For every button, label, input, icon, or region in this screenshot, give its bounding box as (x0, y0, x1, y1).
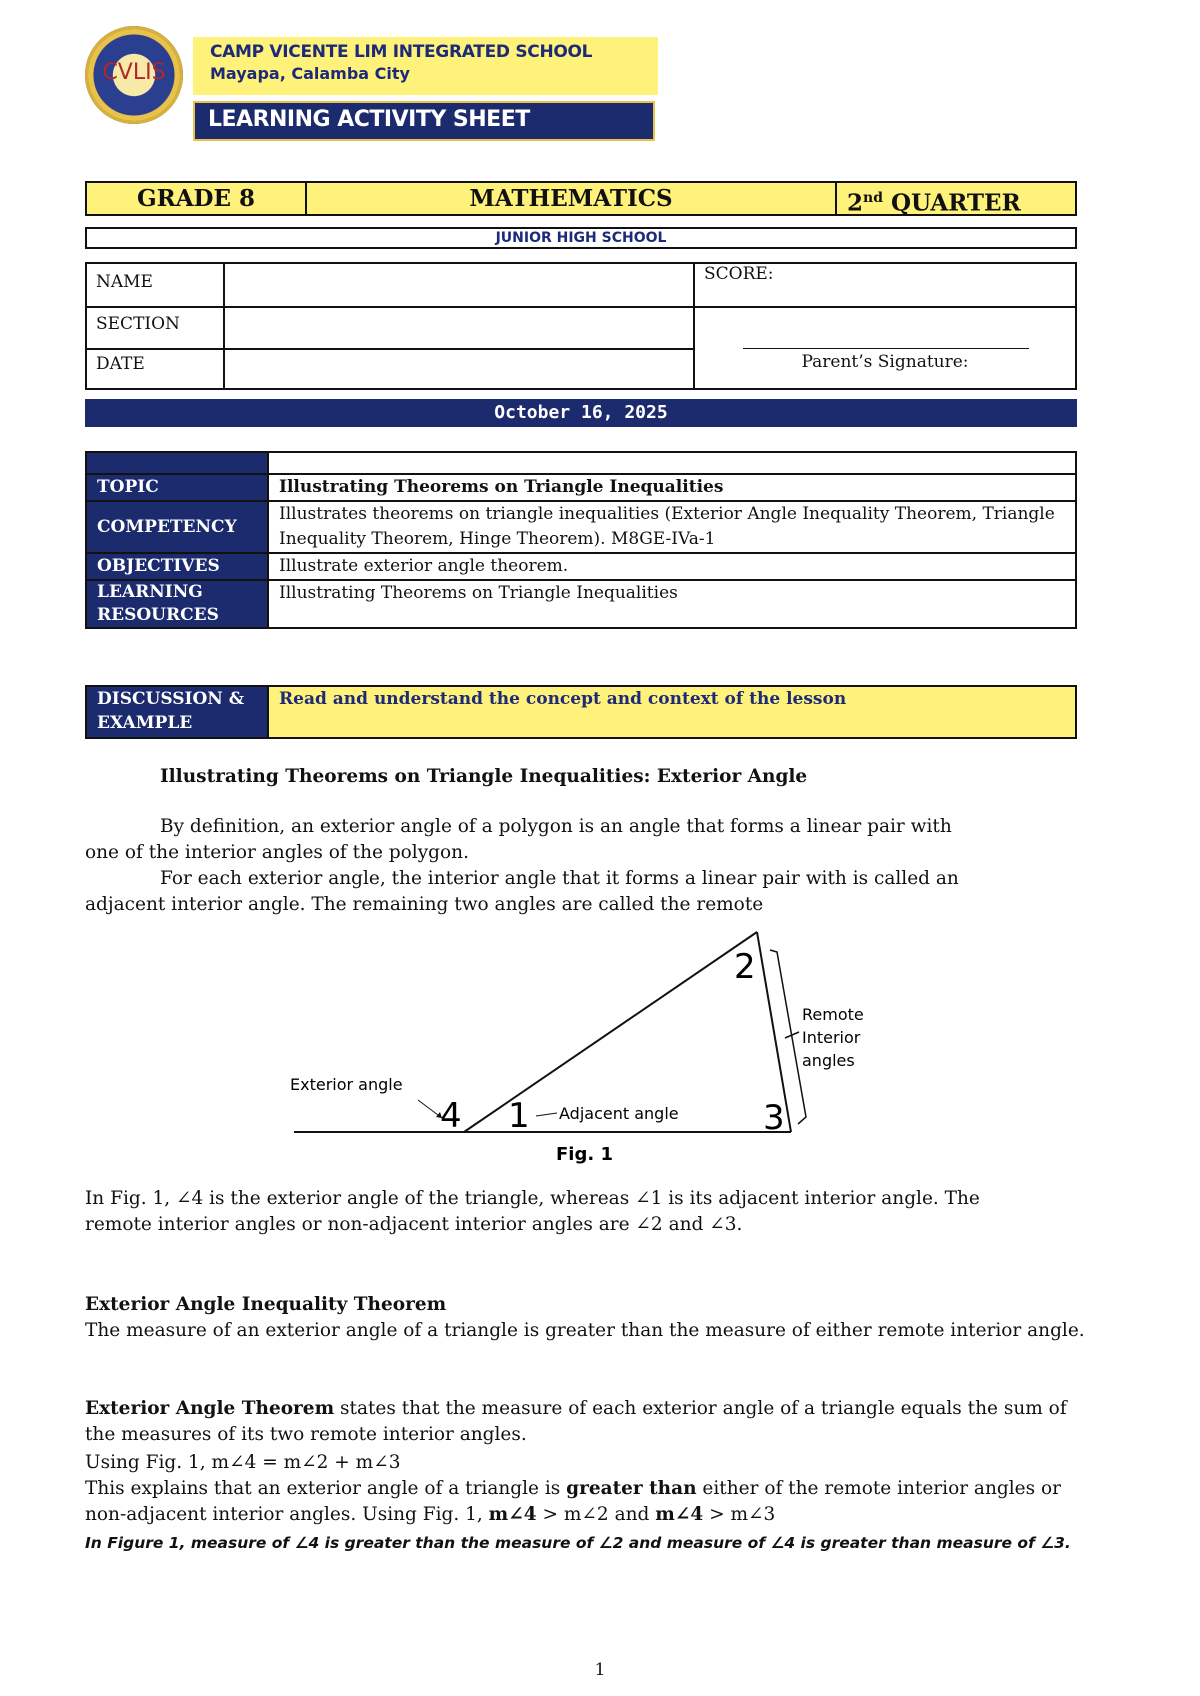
theorem2-text: states that the measure of each exterior angle of a triangle equals the sum of the measures of its two remote interior angles. (85, 1398, 1067, 1445)
activity-date: October 16, 2025 (85, 399, 1077, 427)
sheet-title: LEARNING ACTIVITY SHEET (208, 107, 530, 132)
paragraph-adjacent: For each exterior angle, the interior angle that it forms a linear pair with is called an adjacent interior angle. The remaining two angles are called the remote (85, 868, 959, 915)
inequality-1-rest: > m∠2 and (536, 1504, 656, 1525)
resources-value: Illustrating Theorems on Triangle Inequalities (268, 580, 1076, 628)
objectives-value: Illustrate exterior angle theorem. (268, 553, 1076, 580)
paragraph-definition: By definition, an exterior angle of a polygon is an angle that forms a linear pair with one of the interior angles of the polygon. (85, 816, 952, 863)
seal-text: CVLIS (102, 60, 166, 85)
angle-2-number: 2 (734, 947, 756, 987)
date-field[interactable] (224, 349, 694, 389)
explain-text-a: This explains that an exterior angle of a triangle is (85, 1478, 567, 1499)
italic-note: In Figure 1, measure of ∠4 is greater than the measure of ∠2 and measure of ∠4 is greater than measure of ∠3. (85, 1534, 1071, 1552)
label-adjacent-angle: Adjacent angle (559, 1104, 679, 1123)
school-level: JUNIOR HIGH SCHOOL (85, 227, 1077, 249)
inequality-1-lhs: m∠4 (488, 1504, 537, 1525)
using-fig-formula: Using Fig. 1, m∠4 = m∠2 + m∠3 (85, 1452, 401, 1473)
theorem2-title: Exterior Angle Theorem (85, 1398, 335, 1419)
competency-value: Illustrates theorems on triangle inequalities (Exterior Angle Inequality Theorem, Triangle Inequality Theorem, Hinge Theorem). M8GE-IVa-1 (268, 501, 1076, 553)
discussion-value: Read and understand the concept and context of the lesson (268, 686, 1076, 738)
name-label: NAME (86, 263, 224, 307)
lesson-heading: Illustrating Theorems on Triangle Inequalities: Exterior Angle (160, 766, 808, 787)
signature-line[interactable] (743, 348, 1029, 349)
topic-table (85, 451, 1077, 629)
theorem2-paragraph (85, 1396, 1095, 1448)
adjacent-pointer (536, 1113, 557, 1116)
name-field[interactable] (224, 263, 694, 307)
objectives-label: OBJECTIVES (86, 553, 268, 580)
inequality-2-lhs: m∠4 (655, 1504, 704, 1525)
student-info-table (85, 262, 1077, 390)
topic-label: TOPIC (86, 474, 268, 501)
date-label: DATE (86, 349, 224, 389)
page-number: 1 (594, 1660, 606, 1680)
explain-text-b: either of the remote interior angles or non-adjacent interior angles. Using Fig. 1, (85, 1478, 1061, 1525)
discussion-label: DISCUSSION & EXAMPLE (86, 686, 268, 738)
paragraph-fig1-explanation: In Fig. 1, ∠4 is the exterior angle of the triangle, whereas ∠1 is its adjacent interior angle. The remote interior angles or non-adjacent interior angles are ∠2 and ∠3. (85, 1188, 980, 1235)
inequality-2-rest: > m∠3 (703, 1504, 776, 1525)
section-field[interactable] (224, 307, 694, 349)
score-label: SCORE: (694, 263, 1076, 307)
angle-4-number: 4 (440, 1096, 462, 1136)
quarter-word: QUARTER (882, 189, 1021, 217)
label-exterior-angle: Exterior angle (290, 1075, 403, 1094)
quarter-cell (837, 183, 1075, 217)
section-label: SECTION (86, 307, 224, 349)
school-seal-logo (85, 26, 183, 124)
topic-value: Illustrating Theorems on Triangle Inequalities (268, 474, 1076, 501)
explain-bold: greater than (566, 1478, 697, 1499)
label-remote-3: angles (802, 1051, 855, 1070)
competency-label: COMPETENCY (86, 501, 268, 553)
theorem1-title: Exterior Angle Inequality Theorem (85, 1294, 447, 1315)
school-name: CAMP VICENTE LIM INTEGRATED SCHOOL (210, 42, 593, 62)
quarter-number: 2 (847, 189, 864, 217)
figure-caption: Fig. 1 (556, 1144, 613, 1165)
angle-1-number: 1 (508, 1096, 530, 1136)
discussion-table (85, 685, 1077, 739)
grade-subject-quarter-row (85, 181, 1077, 216)
figure-1-triangle (280, 920, 864, 1165)
school-location: Mayapa, Calamba City (210, 64, 410, 83)
resources-label: LEARNING RESOURCES (86, 580, 268, 628)
topic-top-spacer-label (86, 452, 268, 474)
quarter-suffix: nd (863, 190, 883, 206)
theorem1-text: The measure of an exterior angle of a triangle is greater than the measure of either remote interior angle. (85, 1320, 1085, 1341)
angle-3-number: 3 (763, 1098, 785, 1138)
grade-cell: GRADE 8 (87, 183, 307, 214)
label-remote-1: Remote (802, 1005, 864, 1024)
topic-top-spacer (268, 452, 1076, 474)
explanation-paragraph (85, 1476, 1095, 1528)
signature-cell (694, 307, 1076, 389)
label-remote-2: Interior (802, 1028, 861, 1047)
subject-cell: MATHEMATICS (307, 183, 837, 214)
signature-label: Parent’s Signature: (801, 352, 969, 372)
